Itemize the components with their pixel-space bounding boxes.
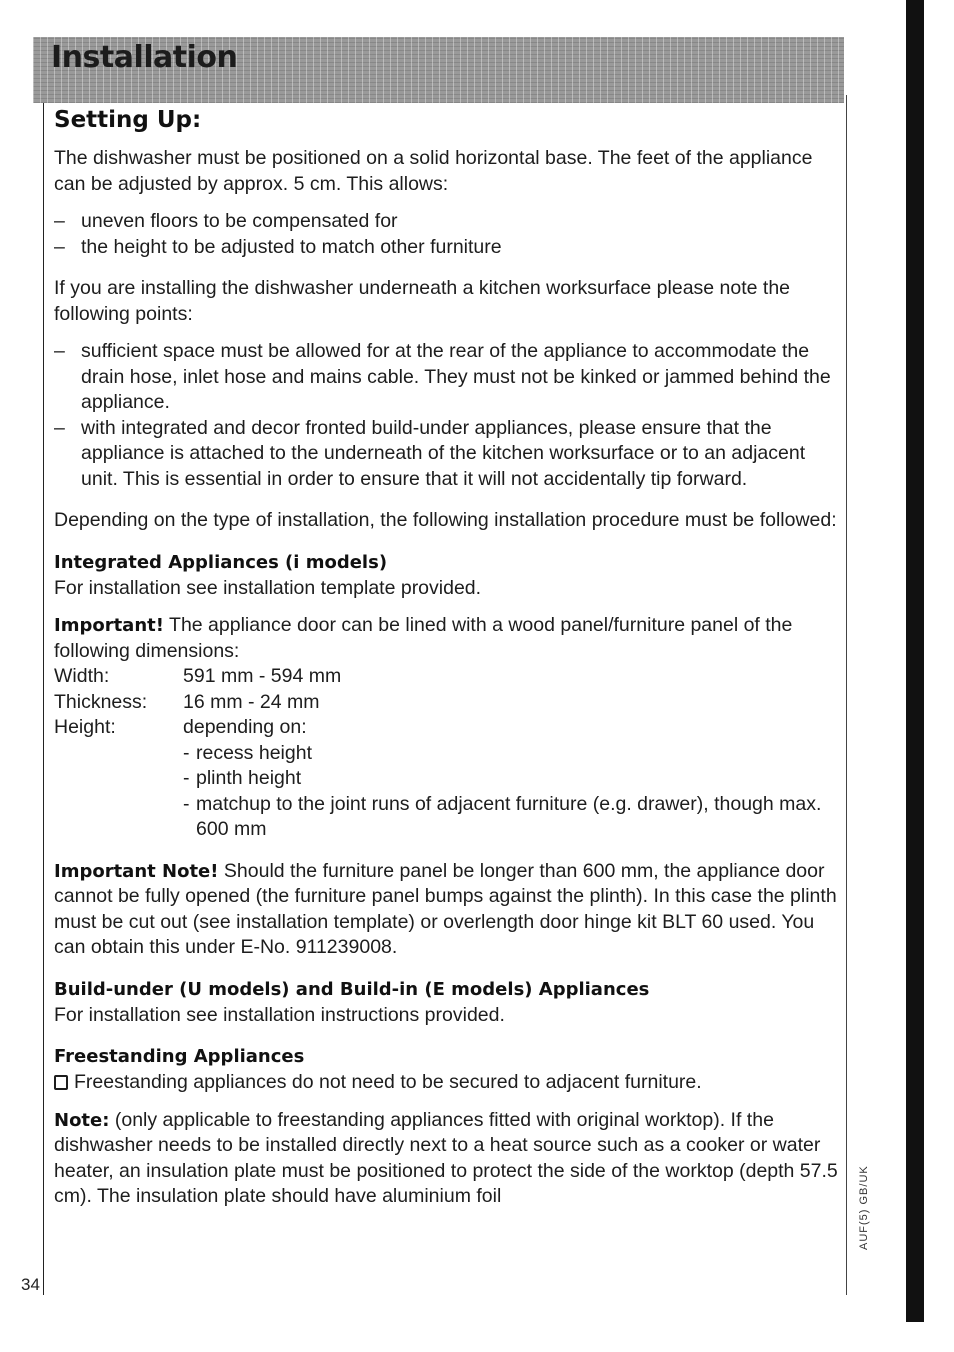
list-item: - recess height [183, 741, 839, 767]
allows-list [54, 209, 839, 260]
buildunder-heading: Build-under (U models) and Build-in (E models) Appliances [54, 978, 650, 1000]
page-edge-bar [906, 0, 924, 1322]
setting-up-heading: Setting Up: [54, 107, 202, 133]
height-label: Height: [54, 716, 116, 738]
important-text: The appliance door can be lined with a wood panel/furniture panel of the following dimensions: [54, 614, 793, 662]
doc-code: AUF(5) GB/UK [858, 1165, 870, 1250]
height-value: depending on: [183, 716, 307, 738]
list-item: – with integrated and decor fronted build-under appliances, please ensure that the appliance is attached to the underneath of the kitchen worksurface or to an adjacent unit. This is essential in order to ensure that it will not accidentally tip forward. [54, 416, 839, 493]
freestanding-note-paragraph [54, 1108, 839, 1210]
list-item: - matchup to the joint runs of adjacent furniture (e.g. drawer), though max. 600 mm [183, 792, 839, 843]
height-list [183, 741, 839, 843]
list-item: - plinth height [183, 766, 839, 792]
integrated-text: For installation see installation template provided. [54, 576, 482, 599]
dimensions-table [54, 664, 839, 843]
right-margin-rule [846, 95, 847, 1295]
worksurface-list [54, 339, 839, 492]
thickness-value: 16 mm - 24 mm [183, 690, 320, 713]
page-number: 34 [21, 1275, 40, 1294]
width-label: Width: [54, 665, 110, 687]
left-margin-rule [43, 90, 44, 1295]
freestanding-text: Freestanding appliances do not need to be secured to adjacent furniture. [74, 1071, 702, 1093]
important-note-paragraph [54, 859, 839, 961]
integrated-heading: Integrated Appliances (i models) [54, 551, 388, 573]
worksurface-intro: If you are installing the dishwasher underneath a kitchen worksurface please note the following points: [54, 277, 791, 325]
width-value: 591 mm - 594 mm [183, 665, 342, 687]
note-text: (only applicable to freestanding appliances fitted with original worktop). If the dishwasher needs to be installed directly next to a heat source such as a cooker or water heater, an insulation plate must be positioned to protect the side of the worktop (depth 57.5 cm). The insulation plate should have aluminium foil [54, 1108, 838, 1207]
list-item: – the height to be adjusted to match other furniture [54, 235, 839, 261]
note-label: Note: [54, 1109, 110, 1131]
banner-title: Installation [51, 40, 238, 75]
thickness-label: Thickness: [54, 690, 148, 713]
list-item: – uneven floors to be compensated for [54, 209, 839, 235]
important-note-text: Should the furniture panel be longer than 600 mm, the appliance door cannot be fully opened (the furniture panel bumps against the plinth). In this case the plinth must be cut out (see installation template) or overlength door hinge kit BLT 60 used. You can obtain this under E-No. 911239008. [54, 859, 837, 958]
important-note-label: Important Note! [54, 860, 219, 882]
buildunder-text: For installation see installation instructions provided. [54, 1003, 505, 1026]
freestanding-heading: Freestanding Appliances [54, 1046, 305, 1067]
intro-paragraph: The dishwasher must be positioned on a solid horizontal base. The feet of the appliance can be adjusted by approx. 5 cm. This allows: [54, 147, 813, 195]
list-item: – sufficient space must be allowed for at the rear of the appliance to accommodate the drain hose, inlet hose and mains cable. They must not be kinked or jammed behind the appliance. [54, 339, 839, 416]
page-content [54, 105, 839, 1210]
height-value-block [183, 715, 839, 843]
procedure-intro: Depending on the type of installation, the following installation procedure must be followed: [54, 509, 837, 531]
important-paragraph [54, 613, 839, 664]
section-banner [33, 37, 844, 103]
checkbox-icon [54, 1075, 68, 1090]
freestanding-paragraph [54, 1070, 839, 1096]
important-label: Important! [54, 615, 164, 636]
